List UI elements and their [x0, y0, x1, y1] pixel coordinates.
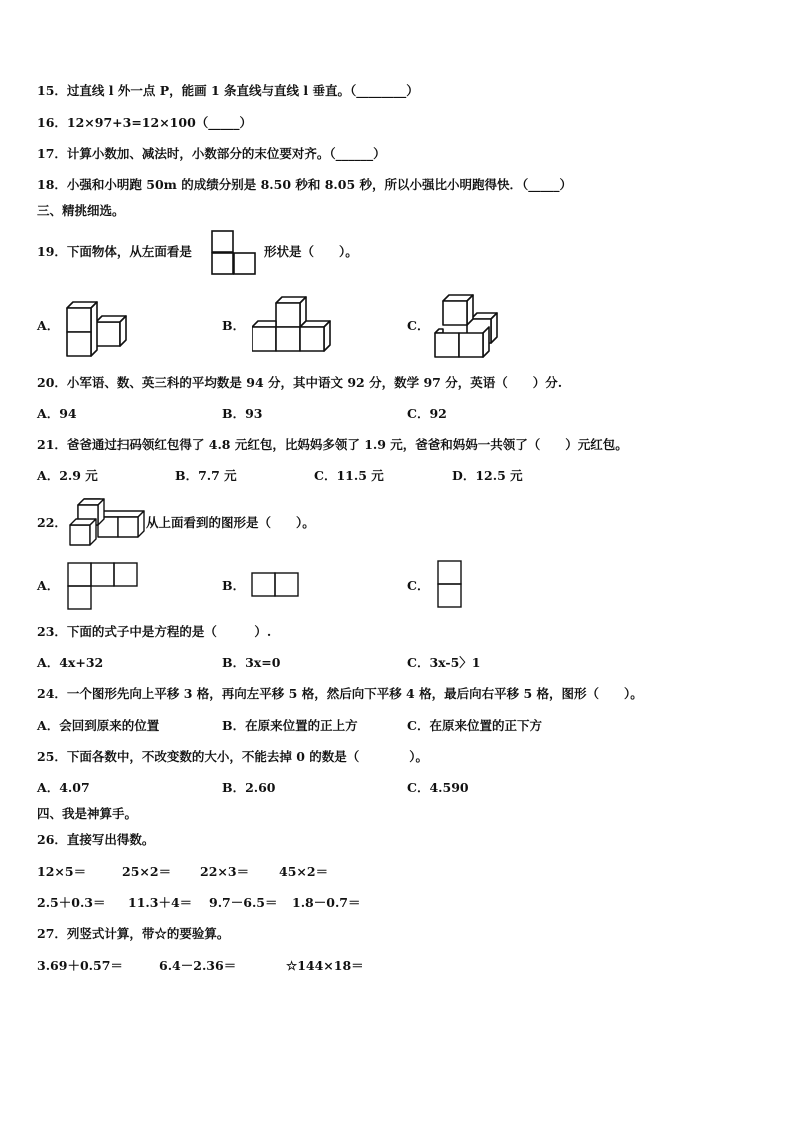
question-24: 24．一个图形先向上平移 3 格，再向左平移 5 格，然后向下平移 4 格，最后向右平移 5 格，图形（ ）。 [37, 686, 643, 701]
q24-option-a[interactable]: A．会回到原来的位置 [37, 718, 160, 733]
q21-option-d[interactable]: D．12.5 元 [452, 468, 523, 483]
q24-option-b[interactable]: B．在原来位置的正上方 [222, 718, 358, 733]
q19-option-a-cubes-icon [64, 300, 134, 358]
question-25: 25．下面各数中，不改变数的大小，不能去掉 0 的数是（ ）。 [37, 749, 429, 764]
question-22-number: 22． [37, 515, 67, 530]
q21-option-c[interactable]: C．11.5 元 [314, 468, 384, 483]
q22-option-c-label[interactable]: C． [407, 578, 430, 593]
q22-option-a-label[interactable]: A． [37, 578, 60, 593]
q22-option-c-grid-icon [437, 560, 463, 610]
question-19-stem: 19．下面物体，从左面看是 [37, 244, 192, 259]
q26-item: 1.8－0.7＝ [292, 895, 361, 910]
question-23: 23．下面的式子中是方程的是（ ）. [37, 624, 272, 639]
q26-item: 45×2＝ [279, 864, 329, 879]
question-17: 17．计算小数加、减法时，小数部分的末位要对齐。（______） [37, 146, 386, 161]
question-15: 15．过直线 l 外一点 P，能画 1 条直线与直线 l 垂直。（________） [37, 83, 419, 98]
q19-option-a-label[interactable]: A． [37, 318, 60, 333]
q20-option-a[interactable]: A．94 [37, 406, 77, 421]
q20-option-b[interactable]: B．93 [222, 406, 263, 421]
q21-option-b[interactable]: B．7.7 元 [175, 468, 237, 483]
q19-option-b-label[interactable]: B． [222, 318, 246, 333]
question-26: 26．直接写出得数。 [37, 832, 155, 847]
q25-option-a[interactable]: A．4.07 [37, 780, 90, 795]
q26-item: 2.5＋0.3＝ [37, 895, 106, 910]
question-16: 16．12×97+3=12×100（_____） [37, 115, 253, 130]
question-18: 18．小强和小明跑 50m 的成绩分别是 8.50 秒和 8.05 秒，所以小强比小明跑得快．（_____） [37, 177, 573, 192]
q22-option-a-grid-icon [67, 562, 139, 610]
q19-option-c-cubes-icon [433, 293, 499, 359]
q22-option-b-label[interactable]: B． [222, 578, 246, 593]
question-19-tail: 形状是（ ）。 [264, 244, 358, 259]
q25-option-b[interactable]: B．2.60 [222, 780, 276, 795]
q23-option-a[interactable]: A．4x+32 [37, 655, 104, 670]
q22-option-b-grid-icon [251, 572, 301, 598]
section-3-heading: 三、精挑细选。 [37, 203, 125, 218]
q20-option-c[interactable]: C．92 [407, 406, 447, 421]
question-21: 21．爸爸通过扫码领红包得了 4.8 元红包，比妈妈多领了 1.9 元，爸爸和妈妈一共领了（ ）元红包。 [37, 437, 628, 452]
q21-option-a[interactable]: A．2.9 元 [37, 468, 98, 483]
q27-item: 3.69＋0.57＝ [37, 958, 123, 973]
question-27: 27．列竖式计算，带☆的要验算。 [37, 926, 230, 941]
q27-item: 6.4－2.36＝ [159, 958, 237, 973]
q25-option-c[interactable]: C．4.590 [407, 780, 469, 795]
q24-option-c[interactable]: C．在原来位置的正下方 [407, 718, 542, 733]
question-20: 20．小军语、数、英三科的平均数是 94 分，其中语文 92 分，数学 97 分，英语（ ）分. [37, 375, 563, 390]
q19-option-c-label[interactable]: C． [407, 318, 430, 333]
section-4-heading: 四、我是神算手。 [37, 806, 138, 821]
left-view-figure [211, 230, 257, 276]
q26-item: 11.3＋4＝ [128, 895, 193, 910]
q19-option-b-cubes-icon [252, 295, 334, 353]
q22-cubes-icon [68, 493, 148, 549]
q26-item: 25×2＝ [122, 864, 172, 879]
q26-item: 12×5＝ [37, 864, 87, 879]
q27-item: ☆144×18＝ [286, 958, 364, 973]
q26-item: 9.7－6.5＝ [209, 895, 278, 910]
q26-item: 22×3＝ [200, 864, 250, 879]
q23-option-b[interactable]: B．3x=0 [222, 655, 281, 670]
question-22-stem: 从上面看到的图形是（ ）。 [146, 515, 315, 530]
q23-option-c[interactable]: C．3x-5〉1 [407, 655, 481, 670]
question-19 [37, 244, 192, 260]
